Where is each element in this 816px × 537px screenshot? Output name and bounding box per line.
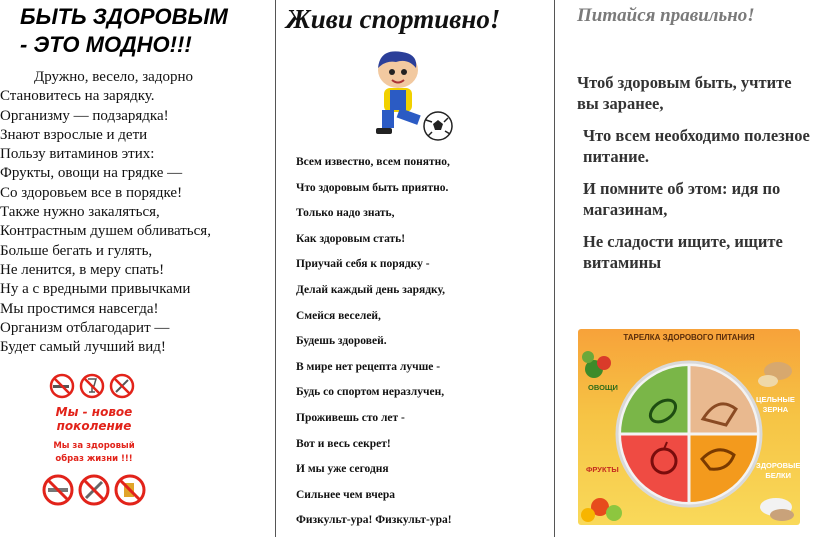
no-beer-icon [116, 476, 144, 504]
column1-title-line1: БЫТЬ ЗДОРОВЫМ [20, 4, 228, 29]
poem-line: Будь со спортом неразлучен, [296, 386, 445, 399]
badge-line1: Мы - новое [55, 405, 133, 419]
no-smoking-icon [51, 375, 73, 397]
poem-line: Больше бегать и гулять, [0, 242, 153, 259]
poem-line: Сильнее чем вчера [296, 488, 395, 501]
poem-line: Контрастным душем обливаться, [0, 223, 211, 240]
poem-line: Смейся веселей, [296, 309, 381, 322]
poem-line: Делай каждый день зарядку, [296, 283, 445, 296]
poem-line: Со здоровьем все в порядке! [0, 184, 183, 201]
poem-line: Мы простимся навсегда! [0, 300, 159, 317]
poem-line: Что здоровым быть приятно. [296, 181, 449, 194]
proteins-food-icon [760, 498, 794, 521]
healthy-plate-graphic [578, 329, 800, 525]
poem-line: Будет самый лучший вид! [0, 339, 166, 356]
poem-line: Проживешь сто лет - [296, 411, 405, 424]
healthy-plate-poster [578, 329, 800, 525]
paragraph: И помните об этом: идя по магазинам, [583, 179, 781, 219]
paragraph: Что всем необходимо полезное питание. [583, 126, 810, 166]
poem-line: В мире нет рецепта лучше - [296, 360, 441, 373]
poem-line: Становитесь на зарядку. [0, 88, 155, 105]
badge-line3: Мы за здоровый [53, 441, 135, 451]
poem-line: Будешь здоровей. [296, 335, 387, 348]
badge-line2: поколение [56, 419, 132, 433]
no-drugs-icon [111, 375, 133, 397]
no-alcohol-icon [81, 375, 103, 397]
badge-line4: образ жизни !!! [55, 454, 133, 464]
paragraph: Не сладости ищите, ищите витамины [583, 232, 783, 272]
poem-line: Только надо знать, [296, 207, 395, 220]
column2-title: Живи спортивно! [286, 4, 501, 34]
column3-title: Питайся правильно! [577, 5, 755, 26]
poem-line: Пользу витаминов этих: [0, 146, 155, 163]
no-cigarettes-icon [44, 476, 72, 504]
column1-title-line2: - ЭТО МОДНО!!! [20, 32, 192, 57]
grains-food-icon [758, 362, 792, 387]
poem-line: Также нужно закаляться, [0, 204, 160, 221]
poem-line: Ну а с вредными привычками [0, 281, 191, 298]
poem-line: Фрукты, овощи на грядке — [0, 165, 183, 182]
column-live-sporty [276, 0, 554, 537]
poem-line: И мы уже сегодня [296, 463, 389, 476]
paragraph: Чтоб здоровым быть, учтите вы заранее, [577, 73, 792, 113]
poem-line: Вот и весь секрет! [296, 437, 391, 450]
poem-line: Дружно, весело, задорно [34, 69, 193, 85]
poem-line: Как здоровым стать! [296, 232, 406, 245]
poem-line: Всем известно, всем понятно, [296, 156, 450, 168]
column1-title [20, 3, 270, 59]
column-healthy-fashion [0, 0, 275, 537]
column3-text [577, 72, 812, 284]
column-eat-right [555, 0, 816, 537]
poem-line: Не ленится, в меру спать! [0, 261, 165, 278]
poem-line: Физкульт-ура! Физкульт-ура! [296, 514, 452, 527]
poem-line: Приучай себя к порядку - [296, 258, 430, 271]
plate-title: ТАРЕЛКА ЗДОРОВОГО ПИТАНИЯ [623, 333, 755, 342]
soccer-boy-illustration [360, 48, 460, 144]
vegetables-food-icon [582, 351, 611, 378]
column1-poem [0, 68, 272, 357]
poem-line: Знают взрослые и дети [0, 126, 148, 143]
fruits-label: ФРУКТЫ [586, 465, 619, 474]
poem-line: Организму — подзарядка! [0, 107, 169, 124]
vegetables-label: ОВОЩИ [588, 383, 618, 392]
fruits-food-icon [581, 498, 622, 522]
column2-poem [296, 150, 546, 534]
grains-label: ЦЕЛЬНЫЕ ЗЕРНА [756, 395, 795, 414]
healthy-generation-badge [40, 372, 148, 508]
no-syringe-icon [80, 476, 108, 504]
proteins-label: ЗДОРОВЫЕ БЕЛКИ [756, 461, 800, 480]
poem-line: Организм отблагодарит — [0, 319, 170, 336]
